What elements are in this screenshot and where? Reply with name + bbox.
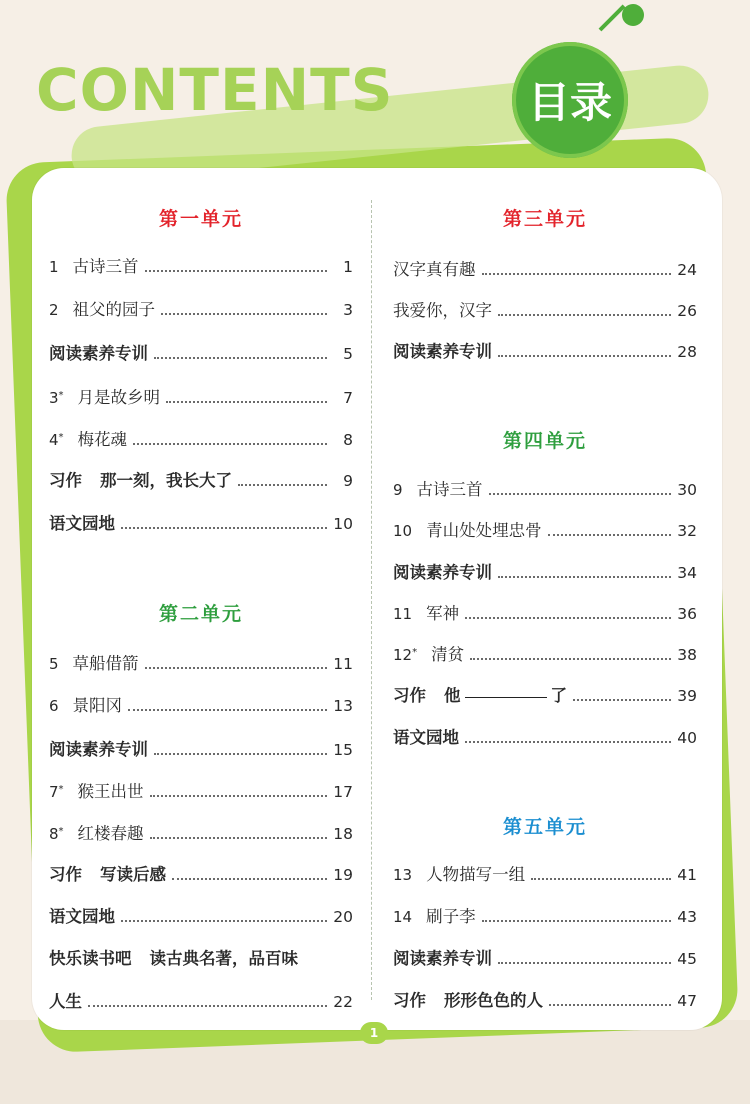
entry-page: 47 bbox=[677, 992, 697, 1010]
unit-title-4: 第四单元 bbox=[502, 430, 587, 452]
toc-entry[interactable] bbox=[49, 381, 353, 409]
entry-title: 阅读素养专训 bbox=[49, 344, 148, 363]
dot-leader bbox=[238, 484, 327, 486]
toc-entry[interactable] bbox=[49, 423, 353, 451]
entry-page: 26 bbox=[677, 302, 697, 320]
dot-leader bbox=[531, 878, 671, 880]
entry-page: 41 bbox=[677, 866, 697, 884]
dot-leader bbox=[573, 699, 671, 701]
dot-leader bbox=[498, 576, 671, 578]
entry-page: 24 bbox=[677, 261, 697, 279]
entry-number: 13 bbox=[393, 866, 413, 884]
toc-entry[interactable] bbox=[393, 942, 697, 970]
toc-entry[interactable] bbox=[49, 733, 353, 761]
toc-entry[interactable] bbox=[393, 638, 697, 666]
toc-entry[interactable] bbox=[393, 900, 697, 928]
entry-title: 语文园地 bbox=[393, 728, 459, 747]
entry-page: 22 bbox=[333, 993, 353, 1011]
toc-entry[interactable] bbox=[49, 817, 353, 845]
toc-entry[interactable] bbox=[393, 294, 697, 322]
entry-number: 3* bbox=[49, 389, 64, 407]
dot-leader bbox=[121, 527, 327, 529]
entry-title: 景阳冈 bbox=[72, 696, 123, 715]
dot-leader bbox=[498, 355, 671, 357]
entry-page: 10 bbox=[333, 515, 353, 533]
entry-number: 7* bbox=[49, 783, 64, 801]
toc-entry[interactable] bbox=[49, 293, 353, 321]
entry-page: 30 bbox=[677, 481, 697, 499]
unit-title-5: 第五单元 bbox=[502, 816, 587, 838]
toc-entry[interactable] bbox=[49, 942, 353, 970]
dot-leader bbox=[482, 273, 672, 275]
toc-entry[interactable] bbox=[49, 250, 353, 278]
entry-title: 刷子李 bbox=[426, 907, 476, 926]
optional-star: * bbox=[58, 432, 64, 443]
badge-dot-decoration bbox=[622, 4, 644, 26]
entry-number: 1 bbox=[49, 258, 59, 276]
fill-in-blank bbox=[465, 697, 547, 698]
toc-entry[interactable] bbox=[49, 647, 353, 675]
entry-title: 习作 形形色色的人 bbox=[393, 991, 543, 1010]
dot-leader bbox=[498, 314, 671, 316]
mulu-badge bbox=[512, 42, 628, 158]
entry-page: 32 bbox=[677, 522, 697, 540]
toc-entry[interactable] bbox=[49, 775, 353, 803]
dot-leader bbox=[470, 658, 671, 660]
entry-title: 古诗三首 bbox=[72, 257, 139, 276]
toc-entry[interactable] bbox=[393, 473, 697, 501]
entry-number: 6 bbox=[49, 697, 59, 715]
entry-title: 语文园地 bbox=[49, 907, 115, 926]
entry-title: 人物描写一组 bbox=[426, 865, 526, 884]
dot-leader bbox=[465, 741, 671, 743]
optional-star: * bbox=[58, 390, 64, 401]
entry-number: 10 bbox=[393, 522, 413, 540]
entry-title: 习作 写读后感 bbox=[49, 865, 166, 884]
entry-title: 汉字真有趣 bbox=[393, 260, 476, 279]
dot-leader bbox=[548, 534, 671, 536]
entry-page: 18 bbox=[333, 825, 353, 843]
entry-title: 梅花魂 bbox=[77, 430, 128, 449]
entry-number: 2 bbox=[49, 301, 59, 319]
page-number-badge bbox=[360, 1022, 388, 1044]
entry-number: 14 bbox=[393, 908, 413, 926]
dot-leader bbox=[145, 667, 327, 669]
dot-leader bbox=[150, 837, 327, 839]
toc-entry[interactable] bbox=[393, 721, 697, 749]
entry-page: 13 bbox=[333, 697, 353, 715]
dot-leader bbox=[489, 493, 671, 495]
toc-entry[interactable] bbox=[393, 679, 697, 707]
unit-title-1: 第一单元 bbox=[158, 208, 243, 230]
toc-entry[interactable] bbox=[49, 689, 353, 717]
optional-star: * bbox=[58, 826, 64, 837]
dot-leader bbox=[133, 443, 327, 445]
entry-number: 5 bbox=[49, 655, 59, 673]
entry-page: 17 bbox=[333, 783, 353, 801]
toc-entry[interactable] bbox=[393, 556, 697, 584]
entry-page: 5 bbox=[343, 345, 353, 363]
entry-title: 红楼春趣 bbox=[77, 824, 144, 843]
entry-page: 8 bbox=[343, 431, 353, 449]
dot-leader bbox=[498, 962, 671, 964]
dot-leader bbox=[465, 617, 671, 619]
dot-leader bbox=[145, 270, 327, 272]
entry-title: 军神 bbox=[426, 604, 460, 623]
dot-leader bbox=[482, 920, 671, 922]
toc-entry[interactable] bbox=[49, 337, 353, 365]
toc-entry[interactable] bbox=[393, 253, 697, 281]
optional-star: * bbox=[58, 784, 64, 795]
entry-page: 28 bbox=[677, 343, 697, 361]
entry-title: 我爱你，汉字 bbox=[393, 301, 492, 320]
entry-page: 15 bbox=[333, 741, 353, 759]
toc-entry[interactable] bbox=[49, 464, 353, 492]
page-number: 1 bbox=[369, 1026, 379, 1040]
entry-title: 阅读素养专训 bbox=[393, 949, 492, 968]
toc-entry[interactable] bbox=[393, 335, 697, 363]
entry-title: 月是故乡明 bbox=[77, 388, 161, 407]
toc-entry[interactable] bbox=[49, 985, 353, 1013]
entry-page: 40 bbox=[677, 729, 697, 747]
dot-leader bbox=[154, 357, 327, 359]
entry-number: 8* bbox=[49, 825, 64, 843]
toc-entry[interactable] bbox=[49, 507, 353, 535]
dot-leader bbox=[166, 401, 327, 403]
entry-page: 20 bbox=[333, 908, 353, 926]
toc-entry[interactable] bbox=[393, 984, 697, 1012]
toc-entry[interactable] bbox=[393, 597, 697, 625]
entry-page: 9 bbox=[343, 472, 353, 490]
optional-star: * bbox=[412, 647, 418, 658]
entry-title: 草船借箭 bbox=[72, 654, 139, 673]
dot-leader bbox=[172, 878, 327, 880]
dot-leader bbox=[154, 753, 327, 755]
unit-title-2: 第二单元 bbox=[158, 603, 243, 625]
entry-page: 1 bbox=[343, 258, 353, 276]
entry-number: 4* bbox=[49, 431, 64, 449]
dot-leader bbox=[88, 1005, 327, 1007]
entry-title: 习作 他 了 bbox=[393, 686, 567, 705]
entry-title: 习作 那一刻，我长大了 bbox=[49, 471, 232, 490]
entry-title: 快乐读书吧 读古典名著，品百味 bbox=[49, 949, 298, 968]
toc-entry[interactable] bbox=[49, 858, 353, 886]
entry-title: 阅读素养专训 bbox=[49, 740, 148, 759]
mulu-label: 目录 bbox=[527, 78, 612, 127]
contents-heading: CONTENTS bbox=[36, 56, 394, 124]
entry-page: 36 bbox=[677, 605, 697, 623]
unit-title-3: 第三单元 bbox=[502, 208, 587, 230]
entry-number: 9 bbox=[393, 481, 403, 499]
entry-page: 19 bbox=[333, 866, 353, 884]
entry-page: 34 bbox=[677, 564, 697, 582]
entry-title: 古诗三首 bbox=[416, 480, 483, 499]
entry-title: 阅读素养专训 bbox=[393, 342, 492, 361]
entry-title: 清贫 bbox=[431, 645, 465, 664]
entry-page: 39 bbox=[677, 687, 697, 705]
toc-entry[interactable] bbox=[393, 514, 697, 542]
entry-page: 7 bbox=[343, 389, 353, 407]
dot-leader bbox=[150, 795, 327, 797]
dot-leader bbox=[128, 709, 327, 711]
dot-leader bbox=[549, 1004, 671, 1006]
entry-title: 青山处处埋忠骨 bbox=[426, 521, 542, 540]
entry-title: 猴王出世 bbox=[77, 782, 144, 801]
toc-entry[interactable] bbox=[393, 858, 697, 886]
entry-number: 12* bbox=[393, 646, 418, 664]
toc-entry[interactable] bbox=[49, 900, 353, 928]
entry-number: 11 bbox=[393, 605, 413, 623]
entry-title: 语文园地 bbox=[49, 514, 115, 533]
column-divider bbox=[371, 200, 372, 1000]
entry-page: 11 bbox=[333, 655, 353, 673]
entry-title: 阅读素养专训 bbox=[393, 563, 492, 582]
entry-page: 38 bbox=[677, 646, 697, 664]
entry-page: 43 bbox=[677, 908, 697, 926]
entry-title: 人生 bbox=[49, 992, 82, 1011]
dot-leader bbox=[121, 920, 327, 922]
entry-title: 祖父的园子 bbox=[72, 300, 156, 319]
dot-leader bbox=[161, 313, 327, 315]
entry-page: 45 bbox=[677, 950, 697, 968]
entry-page: 3 bbox=[343, 301, 353, 319]
